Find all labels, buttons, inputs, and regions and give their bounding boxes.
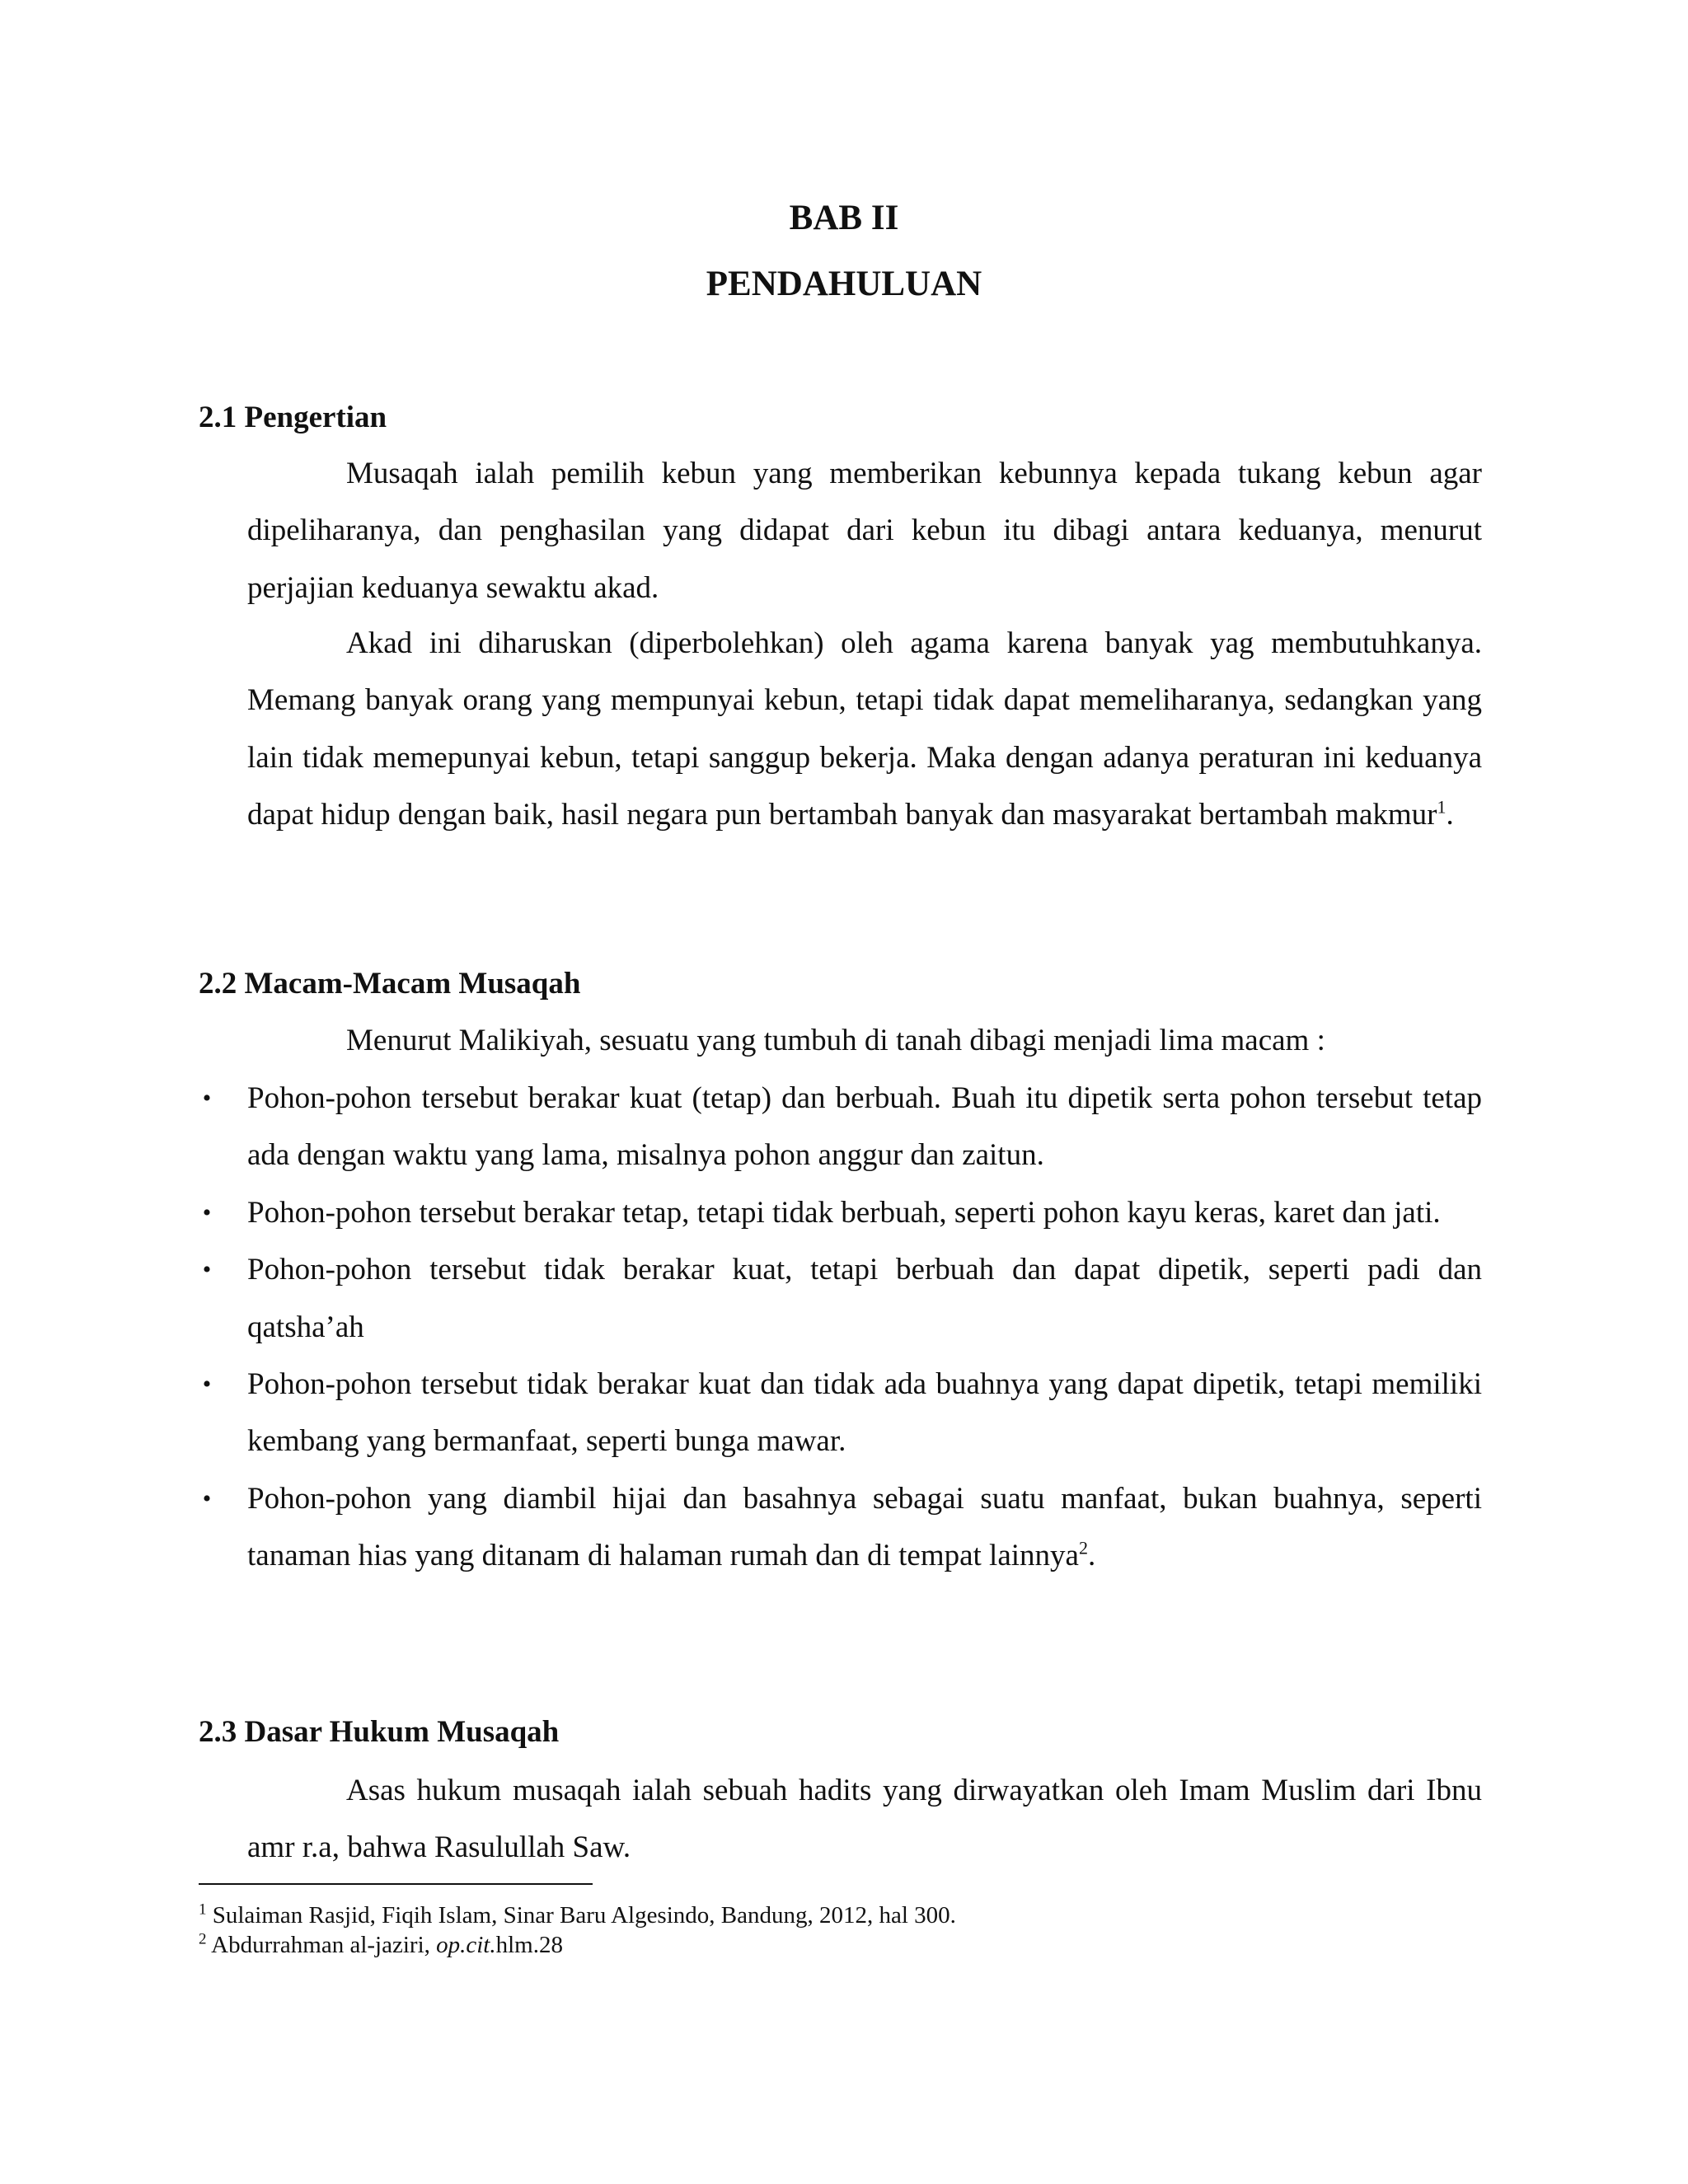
bullet-list-types	[199, 1070, 1482, 1585]
footnote-text: Sulaiman Rasjid, Fiqih Islam, Sinar Baru Algesindo, Bandung, 2012, hal 300.	[212, 1902, 956, 1929]
list-item	[199, 1070, 1482, 1184]
list-item-end: .	[1087, 1539, 1096, 1573]
list-item-text: Pohon-pohon tersebut tidak berakar kuat, tetapi berbuah dan dapat dipetik, seperti padi dan qatsha’ah	[247, 1253, 1482, 1344]
paragraph-malikiyah-intro: Menurut Malikiyah, sesuatu yang tumbuh di tanah dibagi menjadi lima macam :	[346, 1024, 1325, 1057]
list-item-text: Pohon-pohon tersebut berakar kuat (tetap) dan berbuah. Buah itu dipetik serta pohon tersebut tetap ada dengan waktu yang lama, misalnya pohon anggur dan zaitun.	[247, 1081, 1482, 1173]
footnote-number: 2	[199, 1930, 207, 1948]
bullet-icon: •	[202, 1085, 212, 1112]
chapter-number: BAB II	[789, 199, 899, 237]
footnote-ref-1[interactable]: 1	[1437, 796, 1447, 818]
paragraph-akad-text: Akad ini diharuskan (diperbolehkan) oleh agama karena banyak yag membutuhkanya. Memang banyak orang yang mempunyai kebun, tetapi tidak dapat memeliharanya, sedangkan yang lain tidak memepunyai kebun, tetapi sanggup bekerja. Maka dengan adanya peraturan ini keduanya dapat hidup dengan baik, hasil negara pun bertambah banyak dan masyarakat bertambah makmur	[247, 626, 1482, 832]
footnote-italic: op.cit.	[436, 1932, 496, 1958]
list-item	[199, 1241, 1482, 1356]
footnote-text: Abdurrahman al-jaziri,	[211, 1932, 437, 1958]
list-item	[199, 1356, 1482, 1470]
bullet-icon: •	[202, 1198, 212, 1226]
paragraph-akad-end: .	[1446, 798, 1454, 832]
footnote-text-end: hlm.28	[495, 1932, 563, 1958]
chapter-title: PENDAHULUAN	[706, 265, 982, 303]
footnote-number: 1	[199, 1900, 207, 1919]
section-heading-dasar-hukum: 2.3 Dasar Hukum Musaqah	[199, 1715, 560, 1749]
list-item-text: Pohon-pohon yang diambil hijai dan basahnya sebagai suatu manfaat, bukan buahnya, seperti tanaman hias yang ditanam di halaman rumah dan di tempat lainnya	[247, 1481, 1482, 1573]
bullet-icon: •	[202, 1371, 212, 1399]
list-item	[199, 1470, 1482, 1585]
section-heading-pengertian: 2.1 Pengertian	[199, 401, 387, 434]
footnote-2	[199, 1930, 563, 1960]
list-item	[199, 1184, 1482, 1241]
list-item-text: Pohon-pohon tersebut tidak berakar kuat dan tidak ada buahnya yang dapat dipetik, tetapi memiliki kembang yang bermanfaat, seperti bunga mawar.	[247, 1367, 1482, 1459]
paragraph-akad	[247, 615, 1482, 844]
paragraph-definition: Musaqah ialah pemilih kebun yang memberikan kebunnya kepada tukang kebun agar dipeliharanya, dan penghasilan yang didapat dari kebun itu dibagi antara keduanya, menurut perjajian keduanya sewaktu akad.	[247, 457, 1482, 605]
bullet-icon: •	[202, 1256, 212, 1284]
list-item-text: Pohon-pohon tersebut berakar tetap, tetapi tidak berbuah, seperti pohon kayu keras, karet dan jati.	[247, 1195, 1441, 1230]
section-heading-macam: 2.2 Macam-Macam Musaqah	[199, 967, 581, 1001]
footnote-1	[199, 1900, 956, 1930]
paragraph-dasar-hukum: Asas hukum musaqah ialah sebuah hadits yang dirwayatkan oleh Imam Muslim dari Ibnu amr r.a, bahwa Rasulullah Saw.	[247, 1774, 1482, 1865]
footnote-divider	[199, 1883, 593, 1885]
bullet-icon: •	[202, 1484, 212, 1512]
footnote-ref-2[interactable]: 2	[1078, 1537, 1088, 1558]
